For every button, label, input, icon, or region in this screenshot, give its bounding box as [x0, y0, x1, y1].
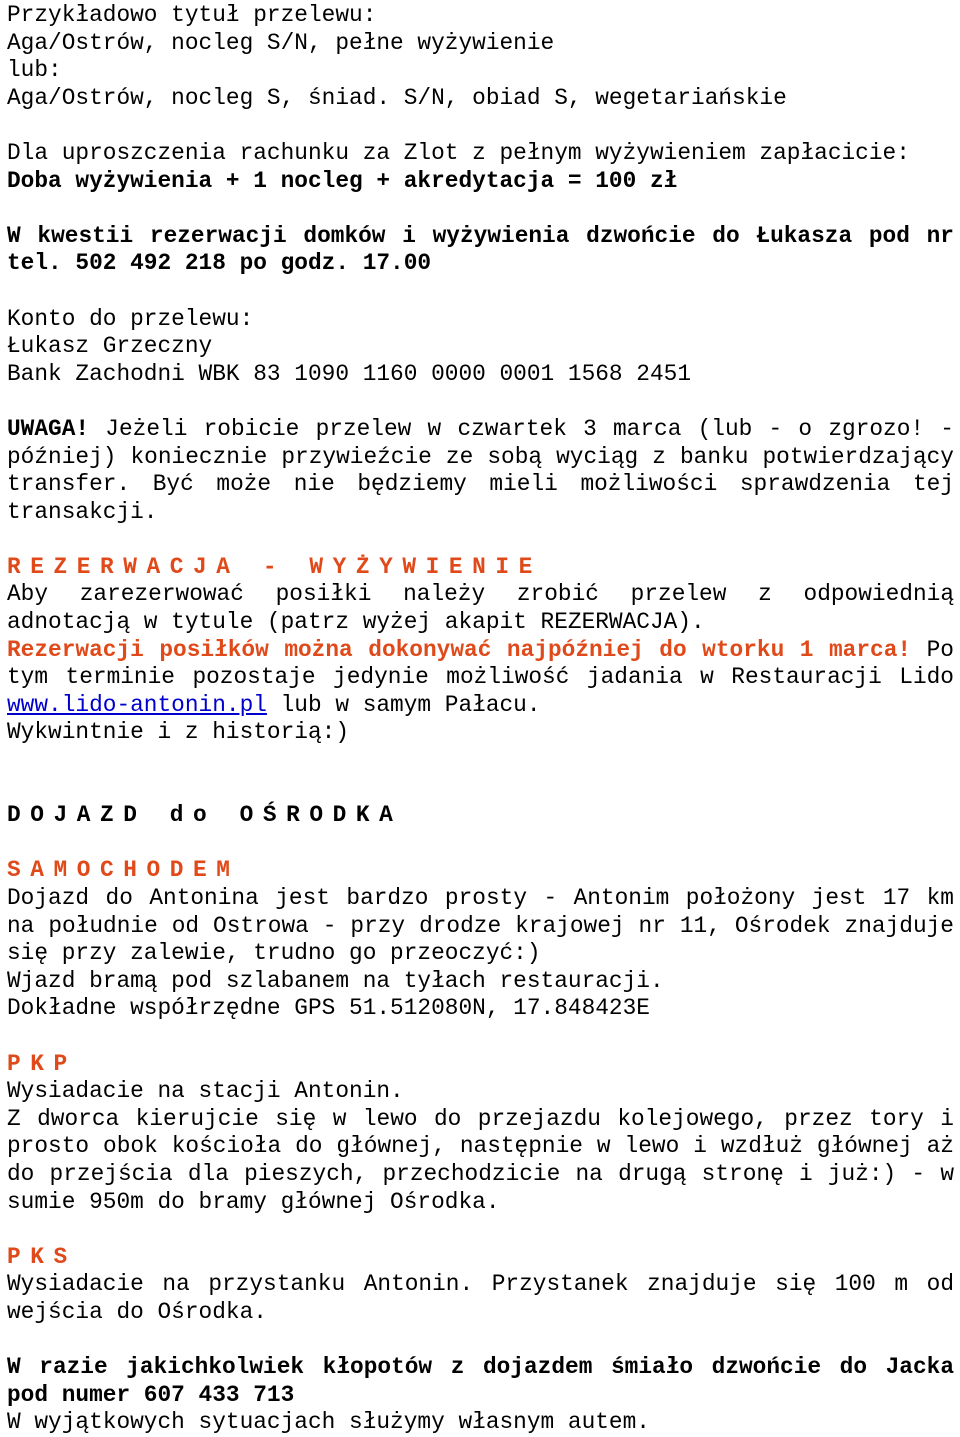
spacer	[7, 747, 954, 802]
klopoty-last: W wyjątkowych sytuacjach służymy własnym autem.	[7, 1409, 650, 1436]
pks-heading: PKS	[7, 1243, 77, 1270]
konto-owner: Łukasz Grzeczny	[7, 333, 213, 360]
klopoty-section	[7, 1354, 954, 1437]
pks-section	[7, 1244, 954, 1327]
rezerwacja-heading: REZERWACJA - WYŻYWIENIE	[7, 553, 542, 580]
klopoty-bold: W razie jakichkolwiek kłopotów z dojazdem śmiało dzwońcie do Jacka pod numer 607 433 713	[7, 1354, 954, 1408]
uwaga-label: UWAGA!	[7, 415, 90, 442]
dojazd-heading: DOJAZD do OŚRODKA	[7, 802, 403, 829]
rezerwacja-section	[7, 554, 954, 747]
przelew-or: lub:	[7, 57, 62, 84]
rezerwacja-closing: Wykwintnie i z historią:)	[7, 719, 350, 746]
samochod-heading: SAMOCHODEM	[7, 857, 240, 884]
rezerwacja-paragraph-2	[7, 637, 954, 720]
pkp-paragraph-1: Wysiadacie na stacji Antonin.	[7, 1078, 404, 1105]
rachunek-formula: Doba wyżywienia + 1 nocleg + akredytacja = 100 zł	[7, 167, 678, 194]
rezerwacja-restaurant-text: Po tym terminie pozostaje jedynie możliwość jadania w Restauracji Lido	[7, 636, 954, 691]
przelew-example-2: Aga/Ostrów, nocleg S, śniad. S/N, obiad S, wegetariańskie	[7, 84, 787, 111]
przelew-intro: Przykładowo tytuł przelewu:	[7, 2, 377, 28]
rezerwacja-deadline: Rezerwacji posiłków można dokonywać najpóźniej do wtorku 1 marca!	[7, 636, 912, 663]
kwestia-paragraph: W kwestii rezerwacji domków i wyżywienia dzwońcie do Łukasza pod nr tel. 502 492 218 po godz. 17.00	[7, 222, 954, 277]
samochod-section	[7, 857, 954, 1023]
samochod-gps: Dokładne współrzędne GPS 51.512080N, 17.848423E	[7, 995, 650, 1022]
rachunek-section	[7, 140, 954, 195]
uwaga-text: Jeżeli robicie przelew w czwartek 3 marca (lub - o zgrozo! - później) koniecznie przywieźcie ze sobą wyciąg z banku potwierdzający transfer. Być może nie będziemy mieli możliwości sprawdzenia tej transakcji.	[7, 415, 954, 525]
konto-number: Bank Zachodni WBK 83 1090 1160 0000 0001 1568 2451	[7, 360, 692, 387]
samochod-paragraph-2: Wjazd bramą pod szlabanem na tyłach restauracji.	[7, 967, 664, 994]
rezerwacja-paragraph-1: Aby zarezerwować posiłki należy zrobić przelew z odpowiednią adnotacją w tytule (patrz wyżej akapit REZERWACJA).	[7, 581, 954, 636]
lido-link[interactable]: www.lido-antonin.pl	[7, 691, 267, 718]
konto-label: Konto do przelewu:	[7, 305, 254, 332]
rachunek-intro: Dla uproszczenia rachunku za Zlot z pełnym wyżywieniem zapłacicie:	[7, 139, 910, 166]
pkp-heading: PKP	[7, 1050, 77, 1077]
przelew-section	[7, 2, 954, 112]
samochod-paragraph-1: Dojazd do Antonina jest bardzo prosty - Antonim położony jest 17 km na południe od Ostrowa - przy drodze krajowej nr 11, Ośrodek znajduje się przy zalewie, trudno go przeoczyć:)	[7, 885, 954, 967]
konto-section	[7, 306, 954, 389]
rezerwacja-palace-text: lub w samym Pałacu.	[266, 691, 541, 718]
przelew-example-1: Aga/Ostrów, nocleg S/N, pełne wyżywienie	[7, 29, 555, 56]
pkp-paragraph-2: Z dworca kierujcie się w lewo do przejazdu kolejowego, przez tory i prosto obok kościoła do głównej, następnie w lewo i wzdłuż głównej aż do przejścia dla pieszych, przechodzicie na drugą stronę i już:) - w sumie 950m do bramy głównej Ośrodka.	[7, 1105, 954, 1215]
pkp-section	[7, 1051, 954, 1217]
uwaga-paragraph	[7, 416, 954, 526]
pks-paragraph-1: Wysiadacie na przystanku Antonin. Przystanek znajduje się 100 m od wejścia do Ośrodka.	[7, 1271, 954, 1325]
